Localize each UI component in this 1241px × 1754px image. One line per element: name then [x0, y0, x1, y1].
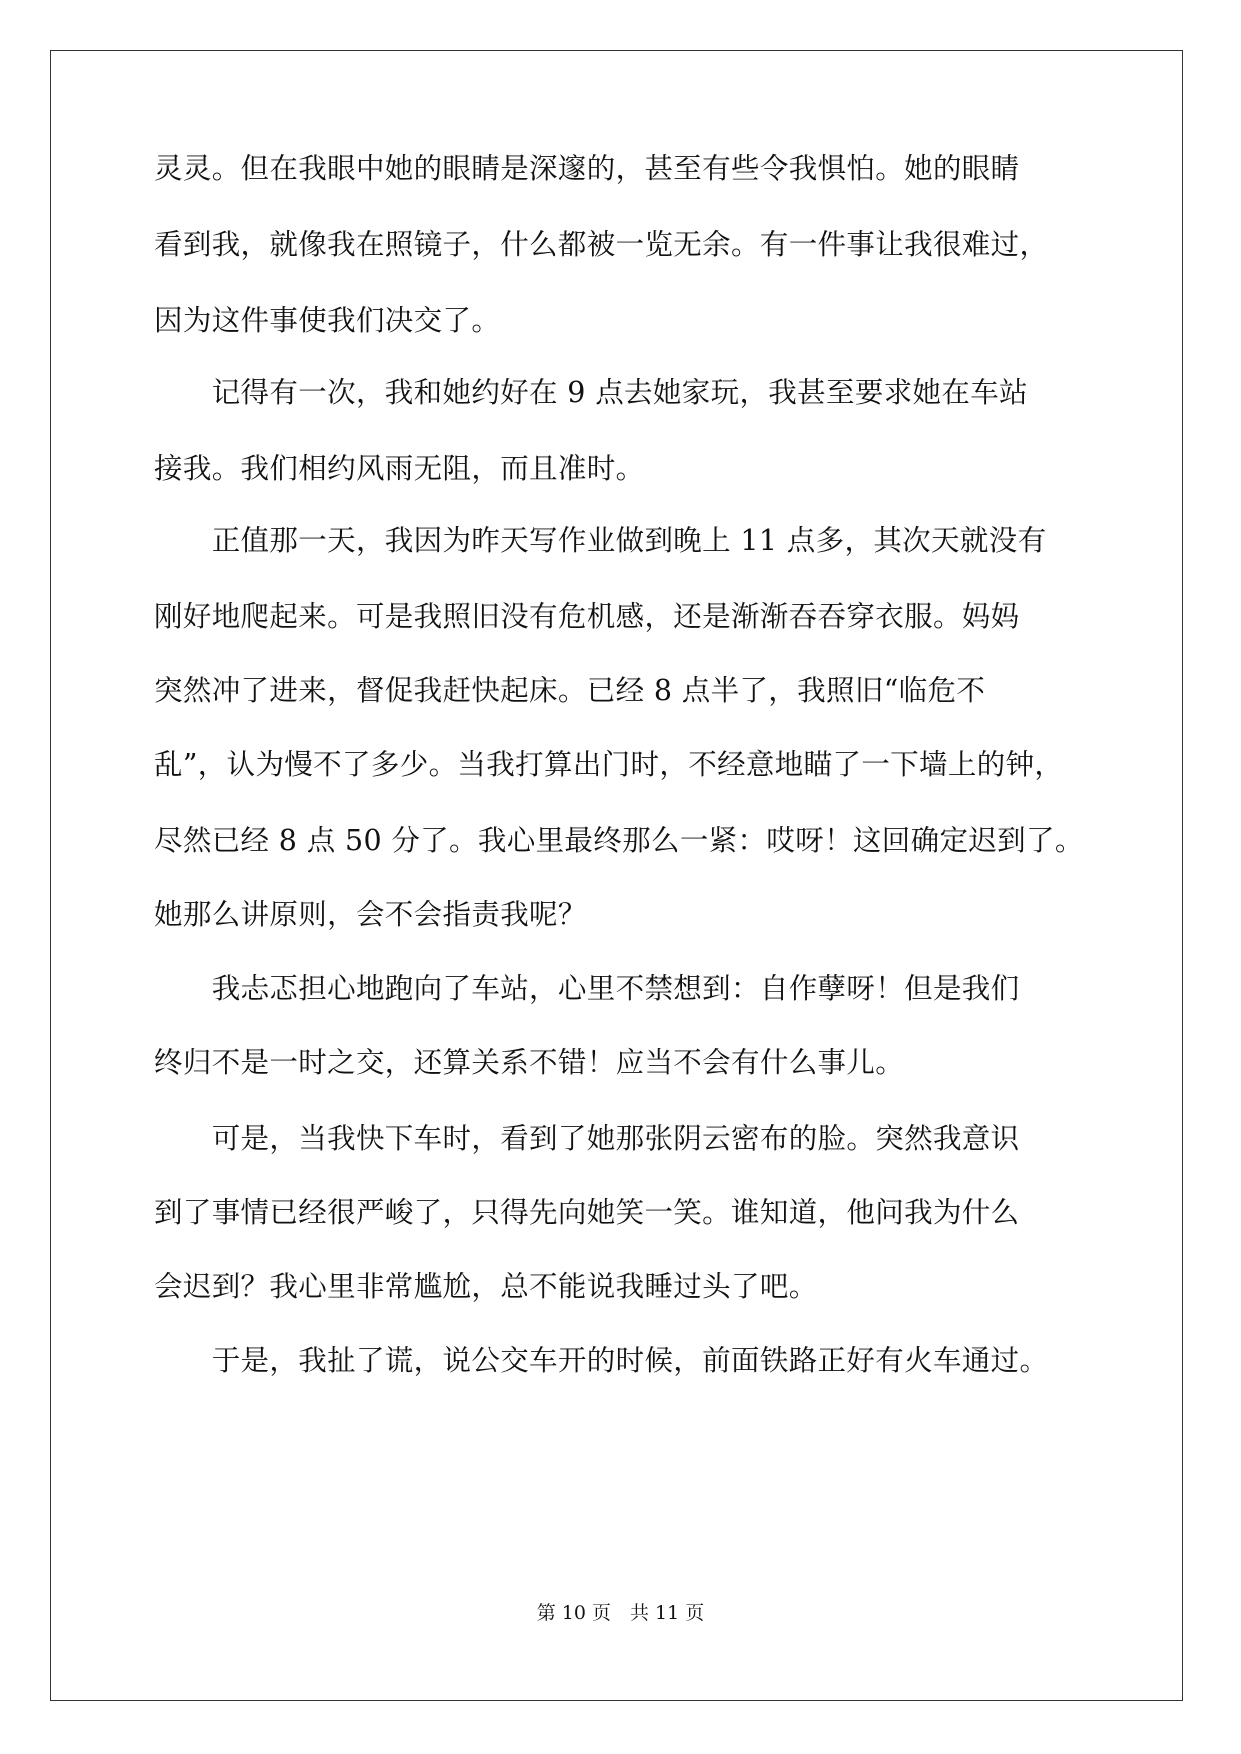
text-line: 看到我，就像我在照镜子，什么都被一览无余。有一件事让我很难过， — [154, 228, 1049, 261]
text-line: 接我。我们相约风雨无阻，而且准时。 — [154, 452, 645, 485]
text-line: 会迟到？我心里非常尴尬，总不能说我睡过头了吧。 — [154, 1270, 818, 1303]
text-line: 我忐忑担心地跑向了车站，心里不禁想到：自作孽呀！但是我们 — [154, 972, 1020, 1005]
text-line: 记得有一次，我和她约好在 9 点去她家玩，我甚至要求她在车站 — [154, 376, 1028, 409]
text-line: 正值那一天，我因为昨天写作业做到晚上 11 点多，其次天就没有 — [154, 524, 1047, 557]
page-number-footer: 第 10 页 共 11 页 — [536, 1602, 705, 1624]
text-line: 刚好地爬起来。可是我照旧没有危机感，还是渐渐吞吞穿衣服。妈妈 — [154, 600, 1020, 633]
page-border — [50, 50, 1183, 1701]
text-line: 乱”，认为慢不了多少。当我打算出门时，不经意地瞄了一下墙上的钟， — [154, 748, 1064, 781]
text-line: 可是，当我快下车时，看到了她那张阴云密布的脸。突然我意识 — [154, 1122, 1020, 1155]
text-line: 她那么讲原则，会不会指责我呢？ — [154, 898, 587, 931]
text-line: 尽然已经 8 点 50 分了。我心里最终那么一紧：哎呀！这回确定迟到了。 — [154, 824, 1084, 857]
text-line: 灵灵。但在我眼中她的眼睛是深邃的，甚至有些令我惧怕。她的眼睛 — [154, 152, 1020, 185]
text-line: 于是，我扯了谎，说公交车开的时候，前面铁路正好有火车通过。 — [154, 1344, 1049, 1377]
text-line: 终归不是一时之交，还算关系不错！应当不会有什么事儿。 — [154, 1046, 905, 1079]
text-line: 因为这件事使我们决交了。 — [154, 304, 501, 337]
text-line: 突然冲了进来，督促我赶快起床。已经 8 点半了，我照旧“临危不 — [154, 674, 986, 707]
text-line: 到了事情已经很严峻了，只得先向她笑一笑。谁知道，他问我为什么 — [154, 1196, 1020, 1229]
